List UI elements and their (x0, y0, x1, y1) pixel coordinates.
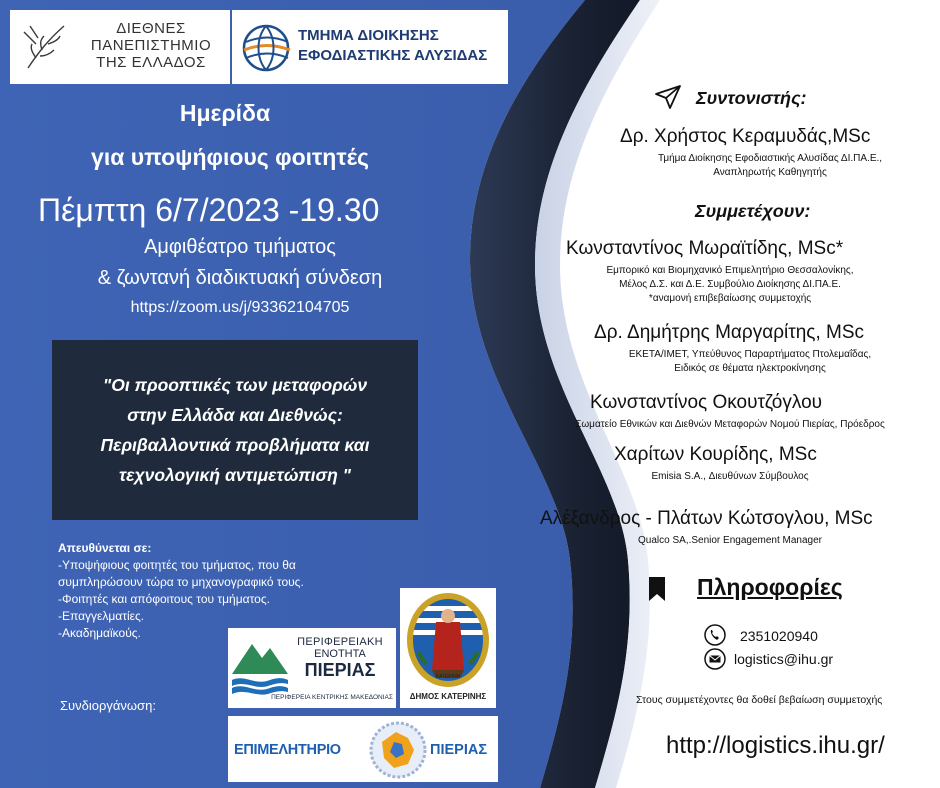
ihu-logo-line1: ΔΙΕΘΝΕΣ (116, 20, 186, 37)
participant-affiliation (560, 534, 900, 548)
event-subtitle: για υποψήφιους φοιτητές (91, 144, 369, 170)
department-logo-line1: ΤΜΗΜΑ ΔΙΟΙΚΗΣΗΣ (298, 27, 439, 44)
participant-name: Αλέξανδρος - Πλάτων Κώτσογλου, MSc (540, 508, 873, 529)
website-link[interactable]: http://logistics.ihu.gr/ (666, 732, 885, 759)
participant-name: Δρ. Δημήτρης Μαργαρίτης, MSc (594, 322, 865, 343)
olive-branch-icon (18, 18, 74, 76)
ihu-logo-line2: ΠΑΝΕΠΙΣΤΗΜΙΟ (90, 37, 212, 54)
audience-item: -Επαγγελματίες. (58, 609, 145, 623)
participant-aff-line: Qualco SA,.Senior Engagement Manager (638, 535, 822, 546)
pieria-unit-logo (228, 628, 396, 708)
coordinator-name: Δρ. Χρήστος Κεραμυδάς,MSc (620, 126, 871, 147)
participant-name: Κωνσταντίνος Μωραϊτίδης, MSc* (566, 238, 844, 259)
zoom-link[interactable]: https://zoom.us/j/93362104705 (130, 299, 350, 316)
participant-aff-line: Μέλος Δ.Σ. και Δ.Ε. Συμβούλιο Διοίκησης ΔΙ.ΠΑ.Ε. (619, 279, 841, 290)
ihu-logo (10, 10, 230, 84)
mountain-logo-icon (230, 634, 290, 696)
chamber-logo-right: ΠΙΕΡΙΑΣ (430, 742, 488, 758)
participant-affiliation (560, 264, 900, 306)
participant-aff-line: Εμπορικό και Βιομηχανικό Επιμελητήριο Θεσσαλονίκης, (606, 265, 854, 276)
participant-affiliation (528, 418, 932, 432)
pieria-unit-line4: ΠΕΡΙΦΕΡΕΙΑ ΚΕΝΤΡΙΚΗΣ ΜΑΚΕΔΟΝΙΑΣ (271, 694, 393, 701)
info-phone: 2351020940 (740, 628, 818, 644)
info-email[interactable]: logistics@ihu.gr (734, 651, 834, 667)
topic-line1: "Οι προοπτικές των μεταφορών (102, 375, 368, 395)
paper-plane-icon (654, 84, 682, 110)
topic-line3: Περιβαλλοντικά προβλήματα και (100, 435, 370, 455)
coordinator-affiliation (600, 152, 940, 180)
audience-item: συμπληρώσουν τώρα το μηχανογραφικό τους. (58, 575, 304, 589)
participant-aff-line: Σωματείο Εθνικών και Διεθνών Μεταφορών Νομού Πιερίας, Πρόεδρος (575, 419, 885, 430)
topic-line4: τεχνολογική αντιμετώπιση " (119, 465, 351, 485)
topic-panel (52, 340, 418, 520)
audience-item: -Φοιτητές και απόφοιτους του τμήματος. (58, 592, 270, 606)
event-venue: Αμφιθέατρο τμήματος (144, 236, 336, 258)
pieria-unit-line3: ΠΙΕΡΙΑΣ (304, 660, 376, 680)
participants-heading: Συμμετέχουν: (695, 201, 811, 221)
participant-name: Κωνσταντίνος Οκουτζόγλου (590, 392, 823, 413)
coordinator-aff-line1: Τμήμα Διοίκησης Εφοδιαστικής Αλυσίδας ΔΙ.ΠΑ.Ε., (657, 153, 883, 164)
participant-name: Χαρίτων Κουρίδης, MSc (614, 444, 817, 465)
katerini-logo (400, 588, 496, 708)
participant-affiliation (560, 470, 900, 484)
phone-icon (704, 624, 726, 646)
bookmark-icon (648, 576, 666, 602)
co-organization-label: Συνδιοργάνωση: (60, 698, 156, 713)
coordinator-aff-line2: Αναπληρωτής Καθηγητής (713, 167, 827, 178)
audience-item: -Ακαδημαϊκούς. (58, 626, 141, 640)
email-icon (704, 648, 726, 670)
globe-logo-icon (240, 22, 292, 74)
certificate-note: Στους συμμετέχοντες θα δοθεί βεβαίωση συμμετοχής (636, 694, 883, 706)
participant-aff-line: Emisia S.A., Διευθύνων Σύμβουλος (651, 471, 809, 482)
audience-item: -Υποψήφιους φοιτητές του τμήματος, που θα (58, 558, 296, 572)
pieria-unit-line1: ΠΕΡΙΦΕΡΕΙΑΚΗ (297, 636, 383, 648)
chamber-logo-left: ΕΠΙΜΕΛΗΤΗΡΙΟ (234, 742, 341, 758)
audience-heading: Απευθύνεται σε: (58, 541, 152, 555)
chamber-logo (228, 716, 498, 782)
event-online: & ζωντανή διαδικτυακή σύνδεση (97, 267, 383, 289)
coordinator-heading: Συντονιστής: (696, 88, 807, 108)
participant-aff-line: Ειδικός σε θέματα ηλεκτροκίνησης (674, 363, 826, 374)
katerini-banner: ΚΑΤΕΡΙΝΗ (435, 674, 461, 680)
pieria-unit-line2: ΕΝΟΤΗΤΑ (314, 648, 366, 660)
katerini-caption: ΔΗΜΟΣ ΚΑΤΕΡΙΝΗΣ (409, 692, 487, 701)
audience-section (58, 540, 304, 642)
participant-aff-line: *αναμονή επιβεβαίωσης συμμετοχής (648, 293, 812, 304)
department-logo (232, 10, 508, 84)
info-heading: Πληροφορίες (697, 574, 843, 600)
event-date: Πέμπτη 6/7/2023 -19.30 (38, 192, 380, 228)
ihu-logo-line3: ΤΗΣ ΕΛΛΑΔΟΣ (96, 54, 206, 71)
participant-affiliation (580, 348, 920, 376)
event-title: Ημερίδα (179, 100, 271, 126)
participant-aff-line: ΕΚΕΤΑ/ΙΜΕΤ, Υπεύθυνος Παραρτήματος Πτολεμαΐδας, (628, 349, 872, 360)
department-logo-line2: ΕΦΟΔΙΑΣΤΙΚΗΣ ΑΛΥΣΙΔΑΣ (298, 47, 488, 64)
chamber-emblem-icon (368, 720, 428, 780)
topic-line2: στην Ελλάδα και Διεθνώς: (127, 405, 343, 425)
